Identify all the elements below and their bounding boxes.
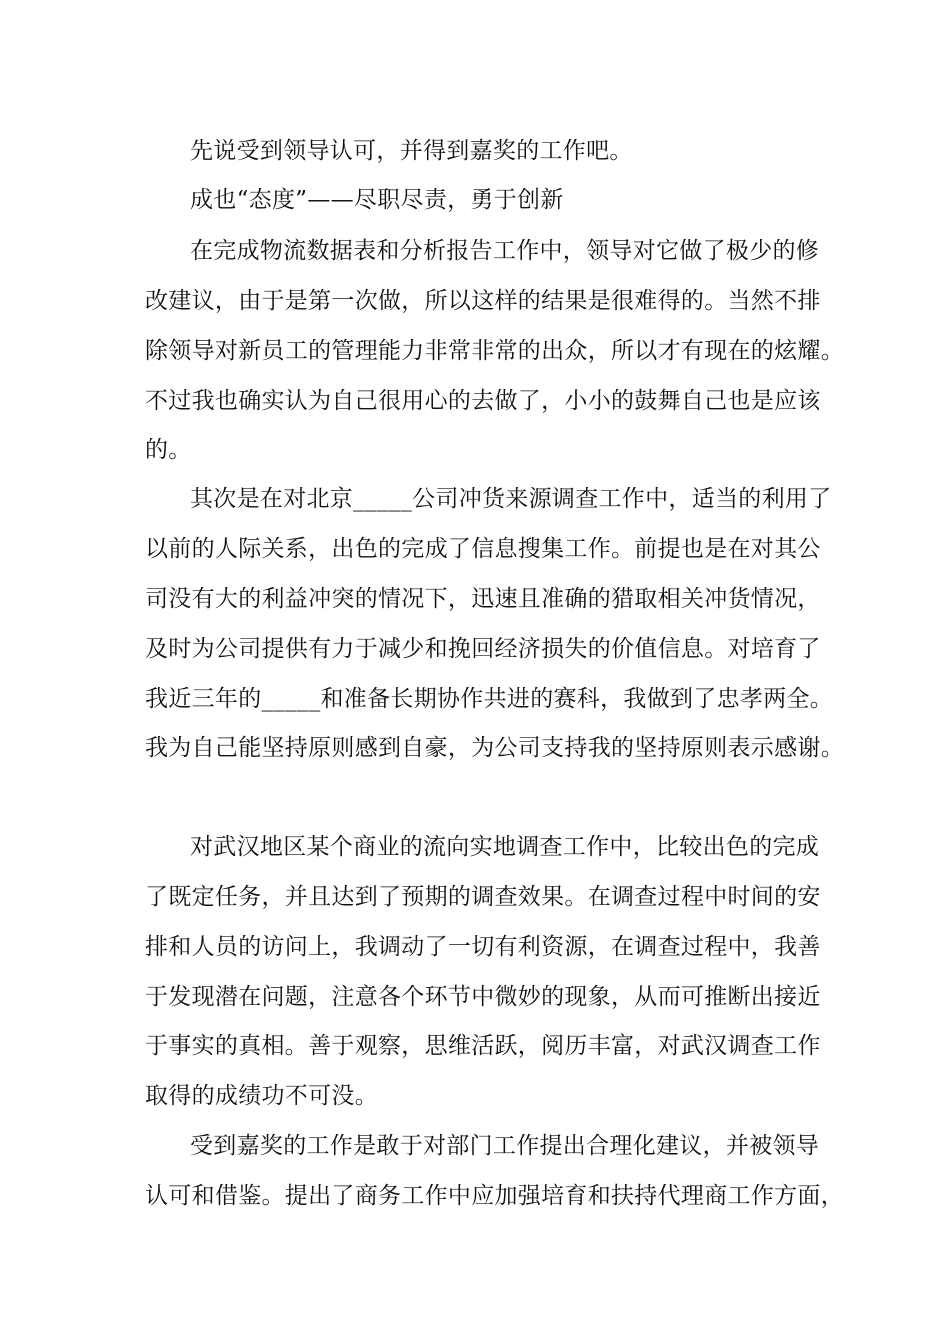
text-line: 先说受到领导认可，并得到嘉奖的工作吧。 bbox=[190, 138, 633, 164]
text-line: 司没有大的利益冲突的情况下，迅速且准确的猎取相关冲货情况， bbox=[145, 586, 821, 612]
text-line: 认可和借鉴。提出了商务工作中应加强培育和扶持代理商工作方面， bbox=[145, 1183, 844, 1209]
text-line: 于发现潜在问题，注意各个环节中微妙的现象，从而可推断出接近 bbox=[145, 984, 821, 1010]
text-line: 对武汉地区某个商业的流向实地调查工作中，比较出色的完成 bbox=[190, 834, 820, 860]
text-line: 我近三年的_____和准备长期协作共进的赛科，我做到了忠孝两全。 bbox=[145, 686, 834, 712]
text-line: 我为自己能坚持原则感到自豪，为公司支持我的坚持原则表示感谢。 bbox=[145, 735, 844, 761]
text-line: 不过我也确实认为自己很用心的去做了，小小的鼓舞自己也是应该 bbox=[145, 388, 821, 414]
section-heading: 成也“态度”——尽职尽责，勇于创新 bbox=[190, 187, 564, 213]
text-line: 及时为公司提供有力于减少和挽回经济损失的价值信息。对培育了 bbox=[145, 636, 821, 662]
text-line: 排和人员的访问上，我调动了一切有利资源，在调查过程中，我善 bbox=[145, 934, 821, 960]
text-line: 其次是在对北京_____公司冲货来源调查工作中，适当的利用了 bbox=[190, 486, 832, 512]
text-line: 于事实的真相。善于观察，思维活跃，阅历丰富，对武汉调查工作 bbox=[145, 1033, 821, 1059]
text-line: 受到嘉奖的工作是敢于对部门工作提出合理化建议，并被领导 bbox=[190, 1133, 820, 1159]
text-line: 的。 bbox=[145, 437, 192, 463]
text-line: 了既定任务，并且达到了预期的调查效果。在调查过程中时间的安 bbox=[145, 884, 821, 910]
text-line: 在完成物流数据表和分析报告工作中，领导对它做了极少的修 bbox=[190, 238, 820, 264]
text-line: 取得的成绩功不可没。 bbox=[145, 1083, 378, 1109]
text-line: 除领导对新员工的管理能力非常非常的出众，所以才有现在的炫耀。 bbox=[145, 338, 844, 364]
text-line: 改建议，由于是第一次做，所以这样的结果是很难得的。当然不排 bbox=[145, 288, 821, 314]
text-line: 以前的人际关系，出色的完成了信息搜集工作。前提也是在对其公 bbox=[145, 536, 821, 562]
